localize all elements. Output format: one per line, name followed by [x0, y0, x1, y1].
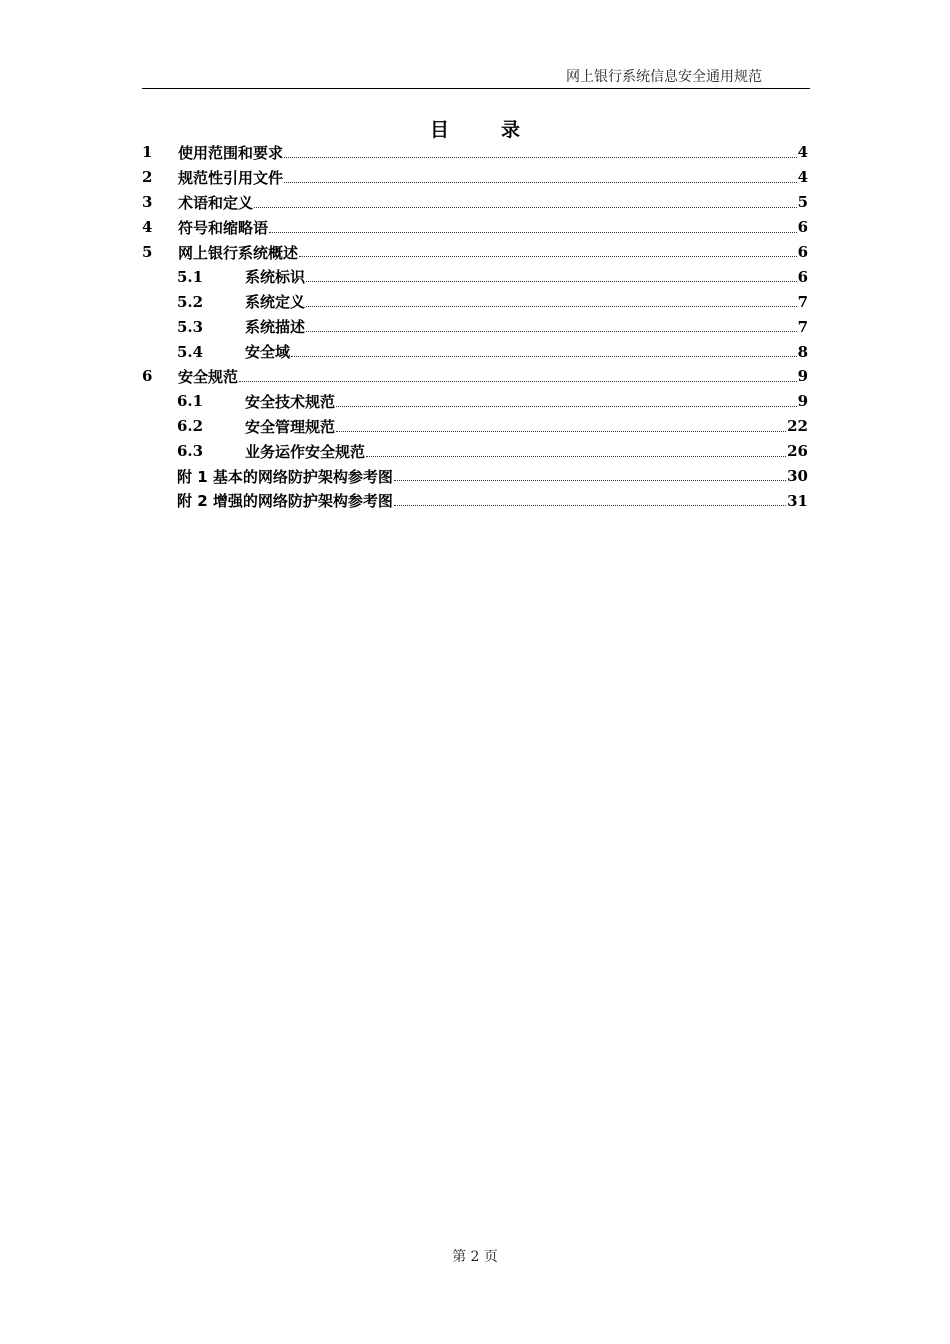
toc-entry-page: 6: [797, 218, 808, 237]
page-footer: 第 2 页: [452, 1249, 498, 1265]
toc-entry-page: 8: [797, 342, 808, 361]
toc-leader-dots: [269, 231, 797, 233]
toc-leader-dots: [284, 181, 797, 183]
toc-title-right: 录: [501, 119, 521, 141]
toc-appendix-entry[interactable]: [142, 464, 808, 489]
toc-entry-label: 符号和缩略语: [178, 218, 269, 237]
toc-leader-dots: [284, 156, 797, 158]
toc-entry-label: 系统定义: [245, 293, 306, 312]
toc-entry-page: 9: [797, 392, 808, 411]
toc-leader-dots: [394, 504, 786, 506]
toc-entry-label: 系统描述: [245, 318, 306, 337]
toc-entry-number: 5.3: [177, 317, 204, 336]
toc-entry[interactable]: [142, 240, 808, 265]
toc-entry[interactable]: [142, 165, 808, 190]
toc-entry[interactable]: [142, 140, 808, 165]
toc-entry-page: 4: [797, 168, 808, 187]
toc-entry-page: 6: [797, 267, 808, 286]
toc-entry-number: 6: [142, 367, 153, 386]
toc-entry-number: 2: [142, 168, 153, 187]
toc-entry-page: 7: [797, 317, 808, 336]
header-divider: [142, 88, 810, 89]
toc-entry-number: 4: [142, 218, 153, 237]
toc-entry-number: 6.2: [177, 417, 204, 436]
toc-entry-label: 系统标识: [245, 268, 306, 287]
toc-leader-dots: [336, 430, 786, 432]
toc-entry-number: 5.1: [177, 267, 204, 286]
toc-entry-label: 安全技术规范: [245, 392, 336, 411]
toc-title: [0, 115, 950, 142]
toc-leader-dots: [306, 330, 797, 332]
toc-entry-label: 附 2 增强的网络防护架构参考图: [177, 492, 393, 511]
toc-leader-dots: [336, 405, 797, 407]
toc-entry-label: 使用范围和要求: [178, 143, 284, 162]
running-header: 网上银行系统信息安全通用规范: [566, 69, 762, 85]
toc-entry-page: 30: [787, 467, 808, 486]
toc-leader-dots: [306, 305, 797, 307]
toc-entry-number: 5.2: [177, 292, 204, 311]
toc-subentry[interactable]: [142, 439, 808, 464]
toc-leader-dots: [394, 479, 786, 481]
toc-entry-page: 4: [797, 143, 808, 162]
toc-leader-dots: [299, 255, 797, 257]
toc-entry-page: 26: [787, 442, 808, 461]
toc-leader-dots: [239, 380, 797, 382]
toc-entry-number: 6.1: [177, 392, 204, 411]
table-of-contents: [142, 140, 808, 513]
toc-subentry[interactable]: [142, 389, 808, 414]
toc-entry-page: 31: [787, 491, 808, 510]
toc-entry-label: 安全域: [245, 343, 291, 362]
toc-entry-label: 规范性引用文件: [178, 168, 284, 187]
toc-entry[interactable]: [142, 215, 808, 240]
toc-entry-number: 1: [142, 143, 153, 162]
toc-entry-page: 22: [787, 417, 808, 436]
toc-entry-number: 5.4: [177, 342, 204, 361]
toc-subentry[interactable]: [142, 339, 808, 364]
toc-entry-label: 网上银行系统概述: [178, 243, 299, 262]
toc-appendix-entry[interactable]: [142, 488, 808, 513]
toc-leader-dots: [291, 355, 797, 357]
toc-entry-number: 3: [142, 193, 153, 212]
toc-entry[interactable]: [142, 190, 808, 215]
toc-leader-dots: [254, 206, 797, 208]
toc-entry-label: 安全规范: [178, 367, 239, 386]
toc-entry-page: 6: [797, 243, 808, 261]
toc-entry-page: 5: [797, 193, 808, 212]
toc-subentry[interactable]: [142, 289, 808, 314]
toc-entry-number: 5: [142, 243, 153, 261]
toc-entry-label: 业务运作安全规范: [245, 442, 366, 461]
toc-leader-dots: [306, 280, 797, 282]
toc-entry-page: 9: [797, 367, 808, 386]
toc-subentry[interactable]: [142, 314, 808, 339]
toc-subentry[interactable]: [142, 414, 808, 439]
toc-entry[interactable]: [142, 364, 808, 389]
toc-entry-page: 7: [797, 292, 808, 311]
toc-leader-dots: [366, 455, 786, 457]
toc-entry-label: 附 1 基本的网络防护架构参考图: [177, 467, 393, 486]
toc-subentry[interactable]: [142, 264, 808, 289]
toc-title-left: 目: [429, 119, 449, 141]
toc-entry-number: 6.3: [177, 442, 204, 461]
toc-entry-label: 安全管理规范: [245, 417, 336, 436]
toc-entry-label: 术语和定义: [178, 193, 254, 212]
